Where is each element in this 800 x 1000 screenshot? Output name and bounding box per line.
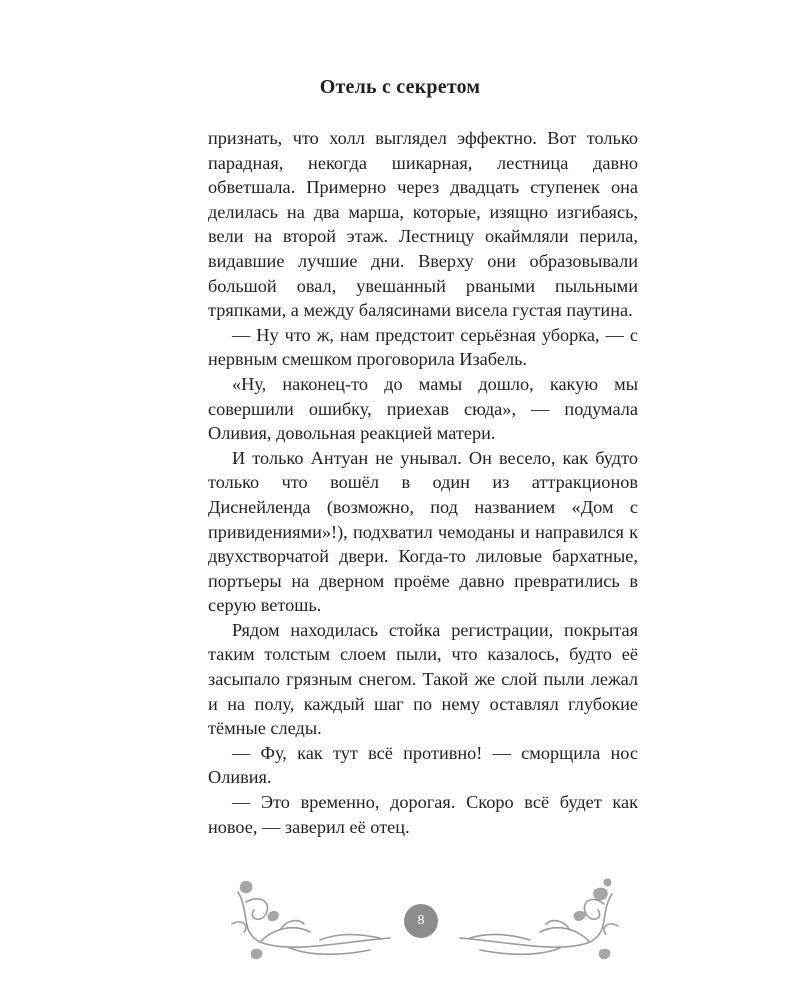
running-head-title: Отель с секретом	[319, 76, 481, 98]
paragraph: — Ну что ж, нам предстоит серьёзная уборка, — с нервным смешком проговорила Изабель.	[208, 324, 638, 370]
paragraph: Рядом находилась стойка регистрации, покрытая таким толстым слоем пыли, что казалось, будто её засыпало грязным снегом. Такой же слой пыли лежал и на полу, каждый шаг по нему оставлял глубокие тёмные следы.	[208, 619, 638, 739]
paragraph: — Это временно, дорогая. Скоро всё будет как новое, — заверил её отец.	[208, 792, 638, 837]
body-text	[208, 126, 638, 839]
paragraph: «Ну, наконец-то до мамы дошло, какую мы совершили ошибку, приехав сюда», — подумала Оливия, довольная реакцией матери.	[208, 373, 638, 444]
paragraph: — Фу, как тут всё противно! — сморщила нос Оливия.	[208, 742, 638, 788]
page-number: 8	[404, 904, 438, 938]
paragraph: признать, что холл выглядел эффектно. Вот только парадная, некогда шикарная, лестница давно обветшала. Примерно через двадцать ступенек она делилась на два марша, которые, изящно изгибаясь, вели на второй этаж. Лестницу окаймляли перила, видавшие лучшие дни. Вверху они образовывали большой овал, увешанный рваными пыльными тряпками, а между балясинами висела густая паутина.	[208, 128, 638, 321]
paragraph: И только Антуан не унывал. Он весело, как будто только что вошёл в один из аттракционов Диснейленда (возможно, под названием «Дом с привидениями»!), подхватил чемоданы и направился к двухстворчатой двери. Когда-то лиловые бархатные, портьеры на дверном проёме давно превратились в серую ветошь.	[208, 447, 638, 616]
